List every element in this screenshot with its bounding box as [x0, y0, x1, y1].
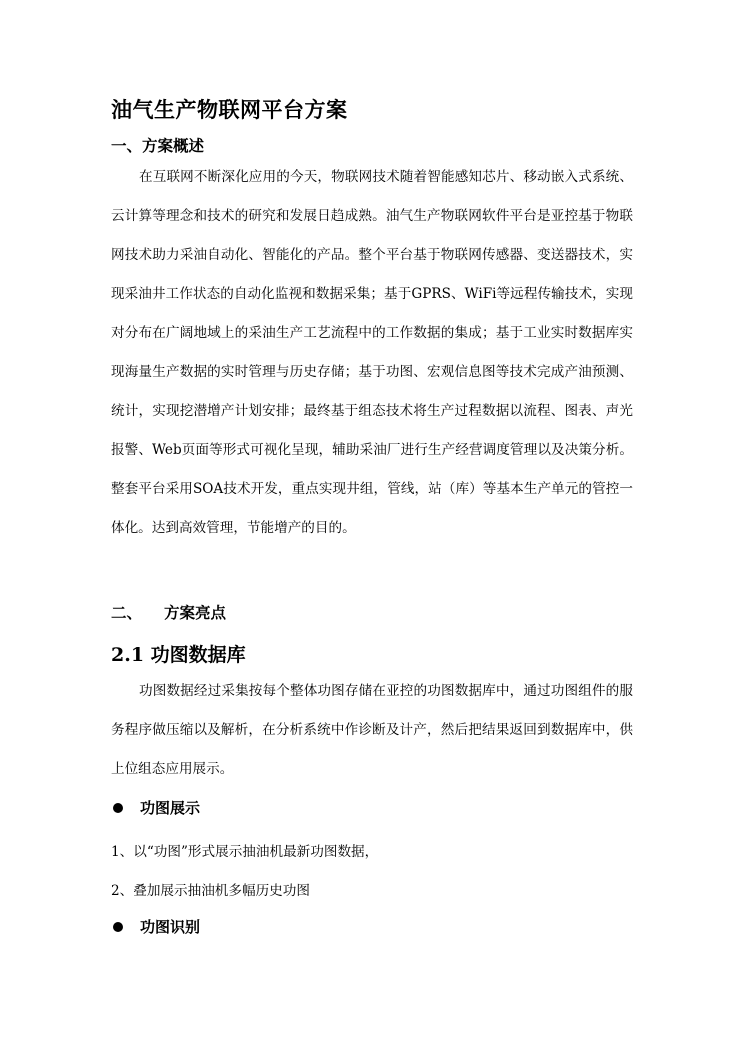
section-number: 二、	[111, 603, 143, 622]
section-heading-overview: 一、方案概述	[111, 136, 205, 155]
bullet-heading-text: 功图识别	[140, 918, 201, 936]
card-database-paragraph: 功图数据经过采集按每个整体功图存储在亚控的功图数据库中，通过功图组件的服务程序做压缩以及解析，在分析系统中作诊断及计产，然后把结果返回到数据库中，供上位组态应用展示。	[111, 683, 633, 777]
bullet-heading-card-display	[111, 797, 200, 818]
bullet-icon	[113, 922, 123, 932]
section-heading-text: 方案亮点	[164, 603, 227, 622]
list-item-1: 1、以“功图”形式展示抽油机最新功图数据，	[111, 844, 379, 860]
document-title: 油气生产物联网平台方案	[111, 97, 348, 122]
bullet-icon	[113, 803, 123, 813]
bullet-heading-card-recognition	[111, 916, 200, 937]
section-heading-highlights	[111, 601, 226, 623]
bullet-heading-text: 功图展示	[140, 799, 201, 817]
list-item-2: 2、叠加展示抽油机多幅历史功图	[111, 883, 310, 899]
overview-paragraph: 在互联网不断深化应用的今天，物联网技术随着智能感知芯片、移动嵌入式系统、云计算等理念和技术的研究和发展日趋成熟。油气生产物联网软件平台是亚控基于物联网技术助力采油自动化、智能化的产品。整个平台基于物联网传感器、变送器技术，实现采油井工作状态的自动化监视和数据采集；基于GPRS、WiFi等远程传输技术，实现对分布在广阔地域上的采油生产工艺流程中的工作数据的集成；基于工业实时数据库实现海量生产数据的实时管理与历史存储；基于功图、宏观信息图等技术完成产油预测、统计，实现挖潜增产计划安排；最终基于组态技术将生产过程数据以流程、图表、声光报警、Web页面等形式可视化呈现，辅助采油厂进行生产经营调度管理以及决策分析。整套平台采用SOA技术开发，重点实现井组，管线，站（库）等基本生产单元的管控一体化。达到高效管理，节能增产的目的。	[111, 169, 633, 536]
subsection-heading-card-database: 2.1 功图数据库	[111, 644, 246, 666]
